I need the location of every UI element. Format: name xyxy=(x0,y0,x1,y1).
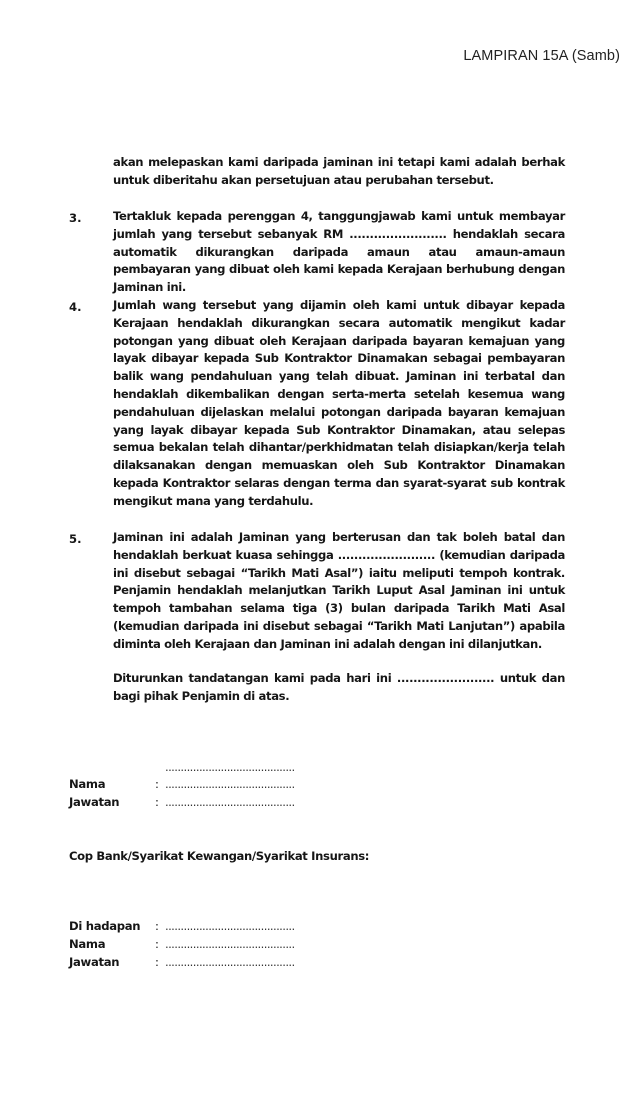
colon: : xyxy=(155,955,159,969)
witness-nama-field[interactable]: .......................................... xyxy=(165,937,295,951)
signature-field[interactable]: .......................................... xyxy=(165,760,295,774)
nama-label: Nama xyxy=(69,937,106,951)
stamp-label: Cop Bank/Syarikat Kewangan/Syarikat Insurans: xyxy=(69,849,370,863)
nama-field[interactable]: .......................................... xyxy=(165,777,295,791)
clause-5-number: 5. xyxy=(69,532,82,546)
witness-jawatan-field[interactable]: .......................................... xyxy=(165,955,295,969)
jawatan-label: Jawatan xyxy=(69,955,120,969)
colon: : xyxy=(155,937,159,951)
appendix-header: LAMPIRAN 15A (Samb) xyxy=(463,48,620,64)
di-hadapan-label: Di hadapan xyxy=(69,919,141,933)
closing-paragraph: Diturunkan tandatangan kami pada hari ini ........................ untuk dan bagi pihak Penjamin di atas. xyxy=(113,671,565,703)
jawatan-field[interactable]: .......................................... xyxy=(165,795,295,809)
colon: : xyxy=(155,795,159,809)
jawatan-label: Jawatan xyxy=(69,795,120,809)
nama-label: Nama xyxy=(69,777,106,791)
colon: : xyxy=(155,777,159,791)
clause-4-number: 4. xyxy=(69,300,82,314)
intro-paragraph: akan melepaskan kami daripada jaminan ini tetapi kami adalah berhak untuk diberitahu akan persetujuan atau perubahan tersebut. xyxy=(113,155,565,187)
clause-4-text: Jumlah wang tersebut yang dijamin oleh kami untuk dibayar kepada Kerajaan hendaklah dikurangkan secara automatik mengikut kadar potongan yang dibuat oleh Kerajaan daripada bayaran kemajuan yang layak dibayar kepada Sub Kontraktor Dinamakan sebagai pembayaran balik wang pendahuluan yang telah dibuat. Jaminan ini terbatal dan hendaklah dikembalikan dengan serta-merta setelah kesemua wang pendahuluan dijelaskan melalui potongan daripada bayaran kemajuan yang layak dibayar kepada Sub Kontraktor Dinamakan, atau selepas semua bekalan telah dihantar/perkhidmatan telah disiapkan/kerja telah dilaksanakan dengan memuaskan oleh Sub Kontraktor Dinamakan kepada Kontraktor selaras dengan terma dan syarat-syarat sub kontrak mengikut mana yang terdahulu. xyxy=(113,298,565,508)
clause-5-text: Jaminan ini adalah Jaminan yang berterusan dan tak boleh batal dan hendaklah berkuat kuasa sehingga ........................ (kemudian daripada ini disebut sebagai “Tarikh Mati Asal”) iaitu meliputi tempoh kontrak. Penjamin hendaklah melanjutkan Tarikh Luput Asal Jaminan ini untuk tempoh tambahan selama tiga (3) bulan daripada Tarikh Mati Asal (kemudian daripada ini disebut sebagai “Tarikh Mati Lanjutan”) apabila diminta oleh Kerajaan dan Jaminan ini adalah dengan ini dilanjutkan. xyxy=(113,530,565,651)
di-hadapan-field[interactable]: .......................................... xyxy=(165,919,295,933)
colon: : xyxy=(155,919,159,933)
clause-3-number: 3. xyxy=(69,211,82,225)
clause-3-text: Tertakluk kepada perenggan 4, tanggungjawab kami untuk membayar jumlah yang tersebut sebanyak RM ........................ hendaklah secara automatik dikurangkan daripada amaun atau amaun-amaun pembayaran yang dibuat oleh kami kepada Kerajaan berhubung dengan Jaminan ini. xyxy=(113,209,565,295)
